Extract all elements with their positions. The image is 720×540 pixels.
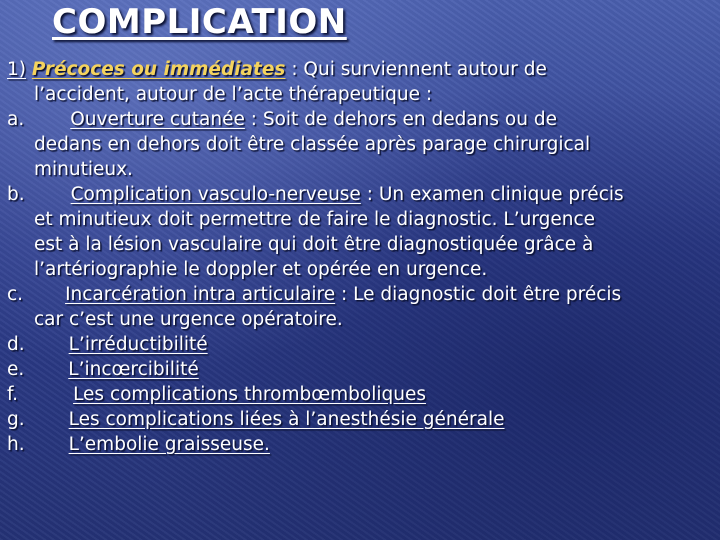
slide-content <box>7 57 713 457</box>
intro-marker: 1) <box>7 59 26 80</box>
list-marker: e. <box>7 359 25 380</box>
intro-text-line2: l’accident, autour de l’acte thérapeutique : <box>34 84 433 105</box>
list-text: dedans en dehors doit être classée après parage chirurgical <box>34 134 591 155</box>
list-item-h <box>7 432 713 457</box>
list-term: Les complications thrombœmboliques <box>73 384 426 405</box>
list-term: Les complications liées à l’anesthésie générale <box>68 409 505 430</box>
list-item-a <box>7 107 713 182</box>
list-text: l’artériographie le doppler et opérée en urgence. <box>34 259 488 280</box>
list-text: : Soit de dehors en dedans ou de <box>244 109 557 130</box>
list-item-f <box>7 382 713 407</box>
list-term: L’incœrcibilité <box>68 359 199 380</box>
list-text: et minutieux doit permettre de faire le diagnostic. L’urgence <box>34 209 595 230</box>
list-marker: a. <box>7 109 25 130</box>
intro-highlight: Précoces ou immédiates <box>31 59 286 80</box>
list-text: : Un examen clinique précis <box>360 184 624 205</box>
list-text: minutieux. <box>34 159 133 180</box>
list-term: Incarcération intra articulaire <box>65 284 336 305</box>
list-marker: g. <box>7 409 25 430</box>
list-item-d <box>7 332 713 357</box>
list-marker: b. <box>7 184 25 205</box>
slide-title: COMPLICATION <box>52 2 347 42</box>
list-text: est à la lésion vasculaire qui doit être diagnostiquée grâce à <box>34 234 594 255</box>
list-text: car c’est une urgence opératoire. <box>34 309 343 330</box>
list-item-c <box>7 282 713 332</box>
list-marker: c. <box>7 284 24 305</box>
intro-text-line1: : Qui surviennent autour de <box>285 59 547 80</box>
list-marker: f. <box>7 384 19 405</box>
list-item-b <box>7 182 713 282</box>
intro-paragraph <box>7 57 713 107</box>
list-term: Ouverture cutanée <box>70 109 245 130</box>
list-item-e <box>7 357 713 382</box>
list-term: L’irréductibilité <box>68 334 208 355</box>
list-item-g <box>7 407 713 432</box>
list-text: : Le diagnostic doit être précis <box>335 284 622 305</box>
list-term: Complication vasculo-nerveuse <box>70 184 361 205</box>
list-marker: h. <box>7 434 25 455</box>
list-marker: d. <box>7 334 25 355</box>
list-term: L’embolie graisseuse. <box>68 434 270 455</box>
